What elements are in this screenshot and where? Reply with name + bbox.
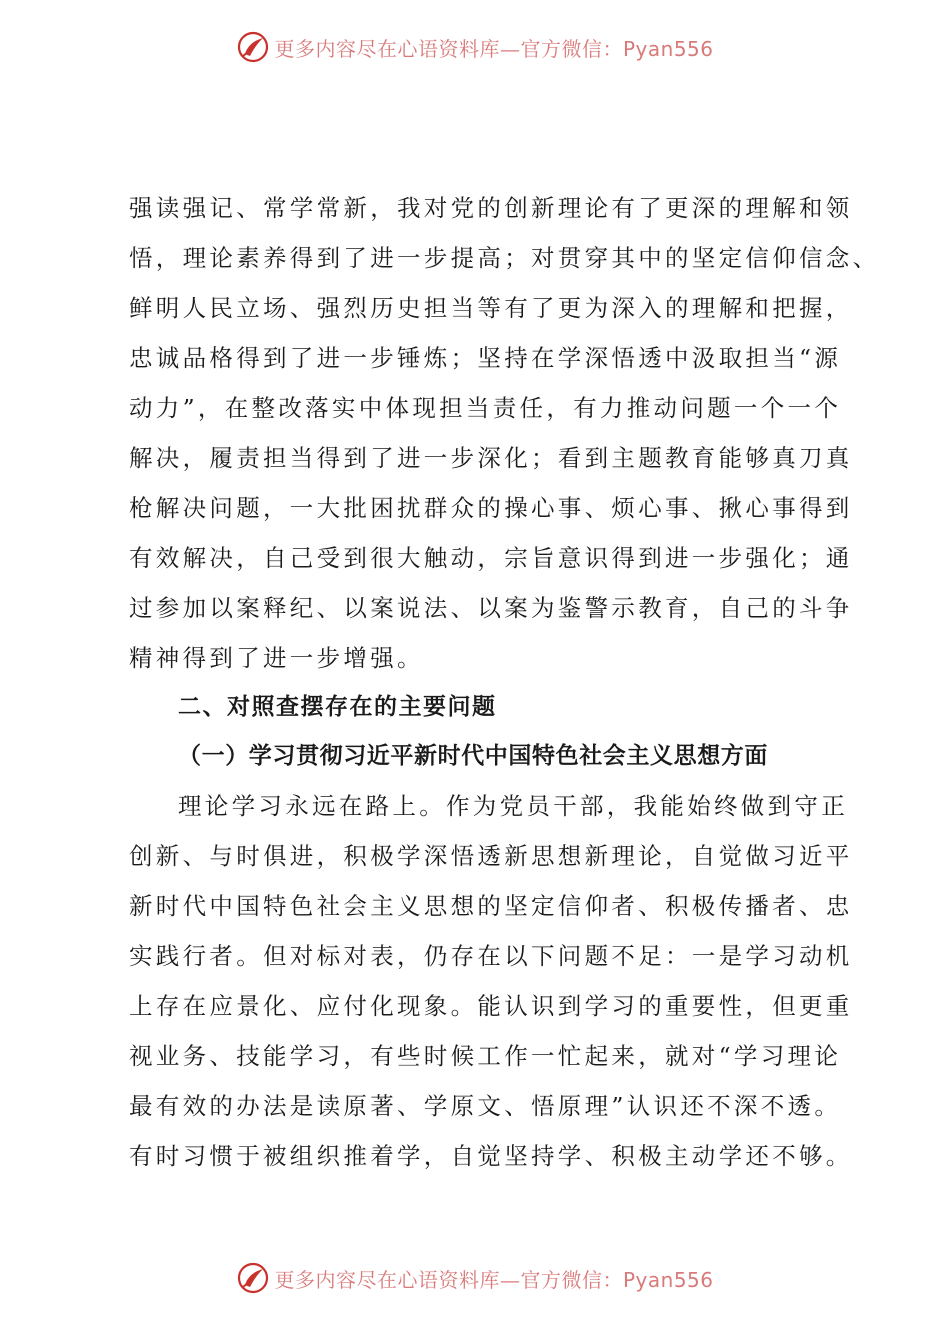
paragraph-line: 鲜明人民立场、强烈历史担当等有了更为深入的理解和把握， <box>129 294 853 322</box>
banner-contact-id: Pyan556 <box>622 36 714 61</box>
paragraph-line: 有时习惯于被组织推着学，自觉坚持学、积极主动学还不够。 <box>129 1142 853 1170</box>
banner-contact-id: Pyan556 <box>622 1267 714 1292</box>
paragraph-line: 解决，履责担当得到了进一步深化；看到主题教育能够真刀真 <box>129 444 853 472</box>
subsection-heading: （一）学习贯彻习近平新时代中国特色社会主义思想方面 <box>178 743 768 769</box>
section-heading: 二、对照查摆存在的主要问题 <box>178 694 497 720</box>
paragraph-line: 实践行者。但对标对表，仍存在以下问题不足：一是学习动机 <box>129 942 853 970</box>
paragraph-line: 过参加以案释纪、以案说法、以案为鉴警示教育，自己的斗争 <box>129 594 853 622</box>
paragraph-line: 精神得到了进一步增强。 <box>129 644 424 672</box>
paragraph-line: 悟，理论素养得到了进一步提高；对贯穿其中的坚定信仰信念、 <box>129 244 880 272</box>
paragraph-line: 理论学习永远在路上。作为党员干部，我能始终做到守正 <box>178 792 848 820</box>
brand-logo-icon <box>236 1261 270 1295</box>
paragraph-line: 最有效的办法是读原著、学原文、悟原理”认识还不深不透。 <box>129 1092 842 1120</box>
banner-separator: — <box>499 36 521 61</box>
banner-contact-label: 官方微信： <box>520 1267 623 1292</box>
banner-text: 更多内容尽在心语资料库 <box>274 1267 500 1292</box>
paragraph-line: 忠诚品格得到了进一步锤炼；坚持在学深悟透中汲取担当“源 <box>129 344 842 372</box>
banner-contact-label: 官方微信： <box>520 36 623 61</box>
paragraph-line: 视业务、技能学习，有些时候工作一忙起来，就对“学习理论 <box>129 1042 842 1070</box>
paragraph-line: 新时代中国特色社会主义思想的坚定信仰者、积极传播者、忠 <box>129 892 853 920</box>
banner-separator: — <box>499 1267 521 1292</box>
paragraph-line: 创新、与时俱进，积极学深悟透新思想新理论，自觉做习近平 <box>129 842 853 870</box>
header-banner <box>0 27 950 67</box>
paragraph-line: 有效解决，自己受到很大触动，宗旨意识得到进一步强化；通 <box>129 544 853 572</box>
paragraph-line: 强读强记、常学常新，我对党的创新理论有了更深的理解和领 <box>129 194 853 222</box>
paragraph-line: 枪解决问题，一大批困扰群众的操心事、烦心事、揪心事得到 <box>129 494 853 522</box>
paragraph-line: 动力”，在整改落实中体现担当责任，有力推动问题一个一个 <box>129 394 842 422</box>
brand-logo-icon <box>236 30 270 64</box>
footer-banner <box>0 1258 950 1298</box>
banner-text: 更多内容尽在心语资料库 <box>274 36 500 61</box>
paragraph-line: 上存在应景化、应付化现象。能认识到学习的重要性，但更重 <box>129 992 853 1020</box>
